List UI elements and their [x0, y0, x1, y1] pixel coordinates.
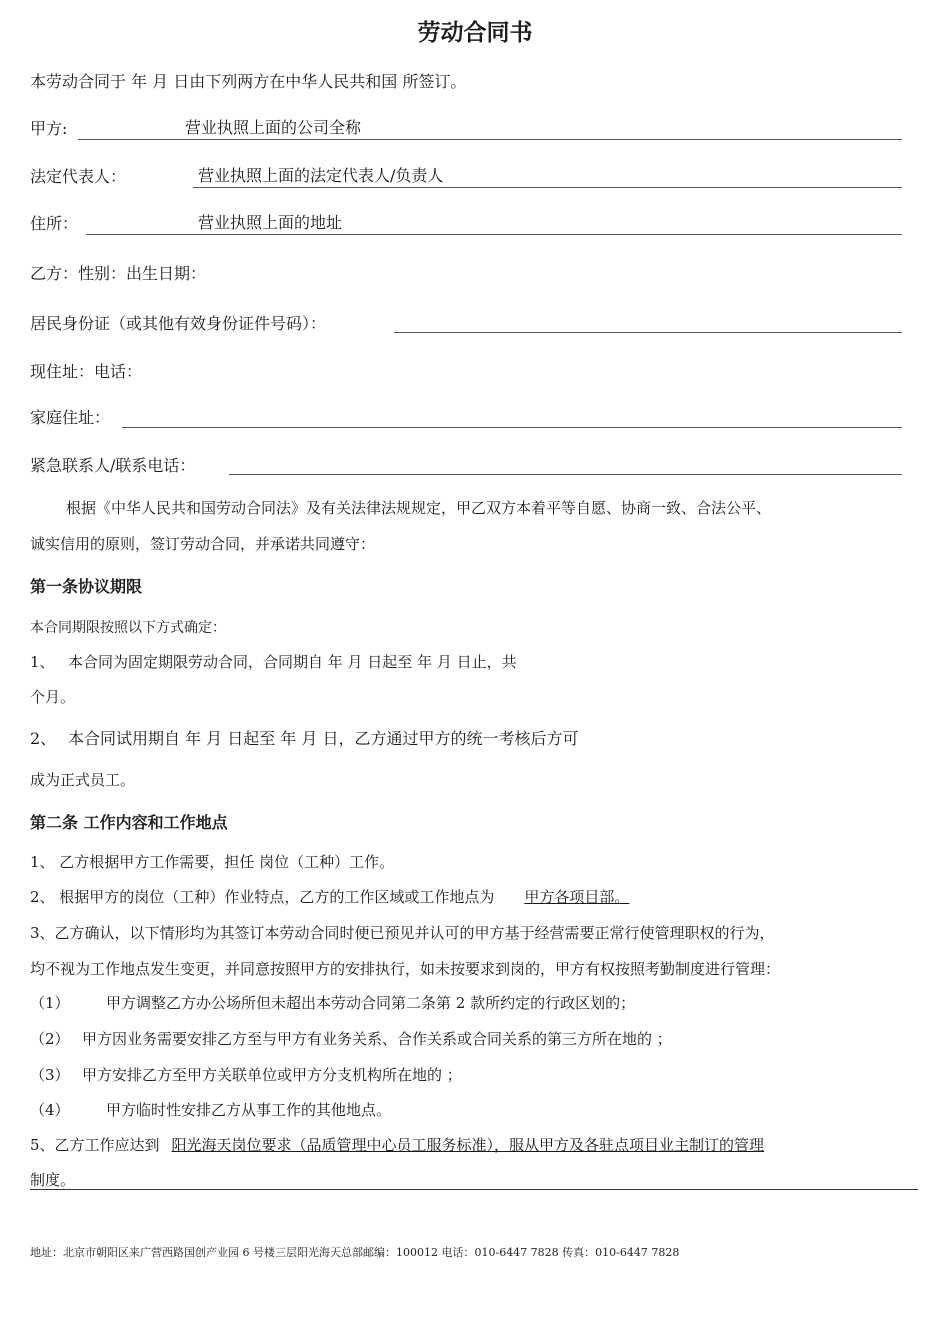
- home-address-underline: [122, 427, 902, 428]
- article-2-sub-4-number: （4）: [30, 1101, 70, 1119]
- legal-rep-value: 营业执照上面的法定代表人/负责人: [198, 166, 444, 185]
- intro-text: 本劳动合同于 年 月 日由下列两方在中华人民共和国 所签订。: [30, 72, 467, 91]
- article-2-item-5-value: 阳光海天岗位要求（品质管理中心员工服务标准），服从甲方及各驻点项目业主制订的管理: [171, 1136, 765, 1154]
- article-2-sub-1-number: （1）: [30, 994, 70, 1012]
- article-2-sub-3-number: （3）: [30, 1066, 70, 1084]
- article-2-heading: 第二条 工作内容和工作地点: [30, 813, 228, 832]
- article-2-sub-1-text: 甲方调整乙方办公场所但未超出本劳动合同第二条第 2 款所约定的行政区划的；: [106, 994, 636, 1012]
- article-2-sub-2-text: 甲方因业务需要安排乙方至与甲方有业务关系、合作关系或合同关系的第三方所在地的 ；: [82, 1030, 672, 1048]
- article-2-item-3-line-1: 3、乙方确认，以下情形均为其签订本劳动合同时便已预见并认可的甲方基于经营需要正常行使管理职权的行为，: [30, 924, 775, 942]
- article-1-item-1-text: 本合同为固定期限劳动合同，合同期自 年 月 日起至 年 月 日止，共: [68, 653, 517, 671]
- id-number-underline: [394, 332, 902, 333]
- preamble-line-1: 根据《中华人民共和国劳动合同法》及有关法律法规规定，甲乙双方本着平等自愿、协商一致、合法公平、: [66, 499, 772, 517]
- party-a-address-underline: [86, 234, 902, 235]
- article-2-item-5: [30, 1135, 764, 1156]
- party-a-underline: [78, 139, 902, 140]
- party-a-label: 甲方:: [30, 119, 68, 138]
- home-address-label: 家庭住址：: [30, 408, 111, 427]
- footer-address: 地址：北京市朝阳区来广营西路国创产业园 6 号楼三层阳光海天总部邮编：100012 电话：010-6447 7828 传真：010-6447 7828: [30, 1246, 680, 1259]
- article-2-sub-4-text: 甲方临时性安排乙方从事工作的其他地点。: [106, 1101, 392, 1119]
- article-2-item-5-continuation: 制度。: [30, 1171, 76, 1189]
- party-b-info: 乙方：性别：出生日期：: [30, 264, 207, 283]
- article-1-item-2-text: 本合同试用期自 年 月 日起至 年 月 日，乙方通过甲方的统一考核后方可: [68, 729, 579, 748]
- article-1-item-1-number: 1、: [30, 653, 55, 671]
- emergency-contact-label: 紧急联系人/联系电话：: [30, 456, 196, 475]
- preamble-line-2: 诚实信用的原则，签订劳动合同，并承诺共同遵守：: [30, 535, 376, 553]
- article-2-sub-3-text: 甲方安排乙方至甲方关联单位或甲方分支机构所在地的 ；: [82, 1066, 462, 1084]
- article-2-item-5-prefix: 5、乙方工作应达到: [30, 1136, 160, 1154]
- article-2-item-2-prefix: 2、 根据甲方的岗位（工种）作业特点，乙方的工作区域或工作地点为: [30, 888, 495, 906]
- article-2-sub-2-number: （2）: [30, 1030, 70, 1048]
- document-title: 劳动合同书: [417, 20, 533, 46]
- legal-rep-underline: [193, 187, 902, 188]
- emergency-contact-underline: [229, 474, 902, 475]
- current-address-phone: 现住址：电话：: [30, 362, 143, 381]
- article-2-item-3-line-2: 均不视为工作地点发生变更，并同意按照甲方的安排执行，如未按要求到岗的，甲方有权按照考勤制度进行管理：: [30, 960, 781, 978]
- article-1-item-2-number: 2、: [30, 729, 57, 748]
- article-1-item-2-continuation: 成为正式员工。: [30, 771, 136, 789]
- article-1-item-1-continuation: 个月。: [30, 688, 76, 706]
- party-a-address-label: 住所：: [30, 214, 79, 233]
- article-2-item-1: 1、 乙方根据甲方工作需要，担任 岗位（工种）工作。: [30, 853, 395, 871]
- party-a-address-value: 营业执照上面的地址: [198, 213, 343, 232]
- id-number-label: 居民身份证（或其他有效身份证件号码）：: [30, 314, 327, 333]
- article-2-item-2-value: 甲方各项目部。: [524, 888, 630, 906]
- legal-rep-label: 法定代表人：: [30, 167, 127, 186]
- article-1-intro: 本合同期限按照以下方式确定：: [30, 620, 226, 636]
- article-2-item-2: [30, 887, 629, 908]
- section-divider: [30, 1189, 918, 1190]
- article-1-heading: 第一条协议期限: [30, 577, 143, 596]
- party-a-value: 营业执照上面的公司全称: [185, 118, 362, 137]
